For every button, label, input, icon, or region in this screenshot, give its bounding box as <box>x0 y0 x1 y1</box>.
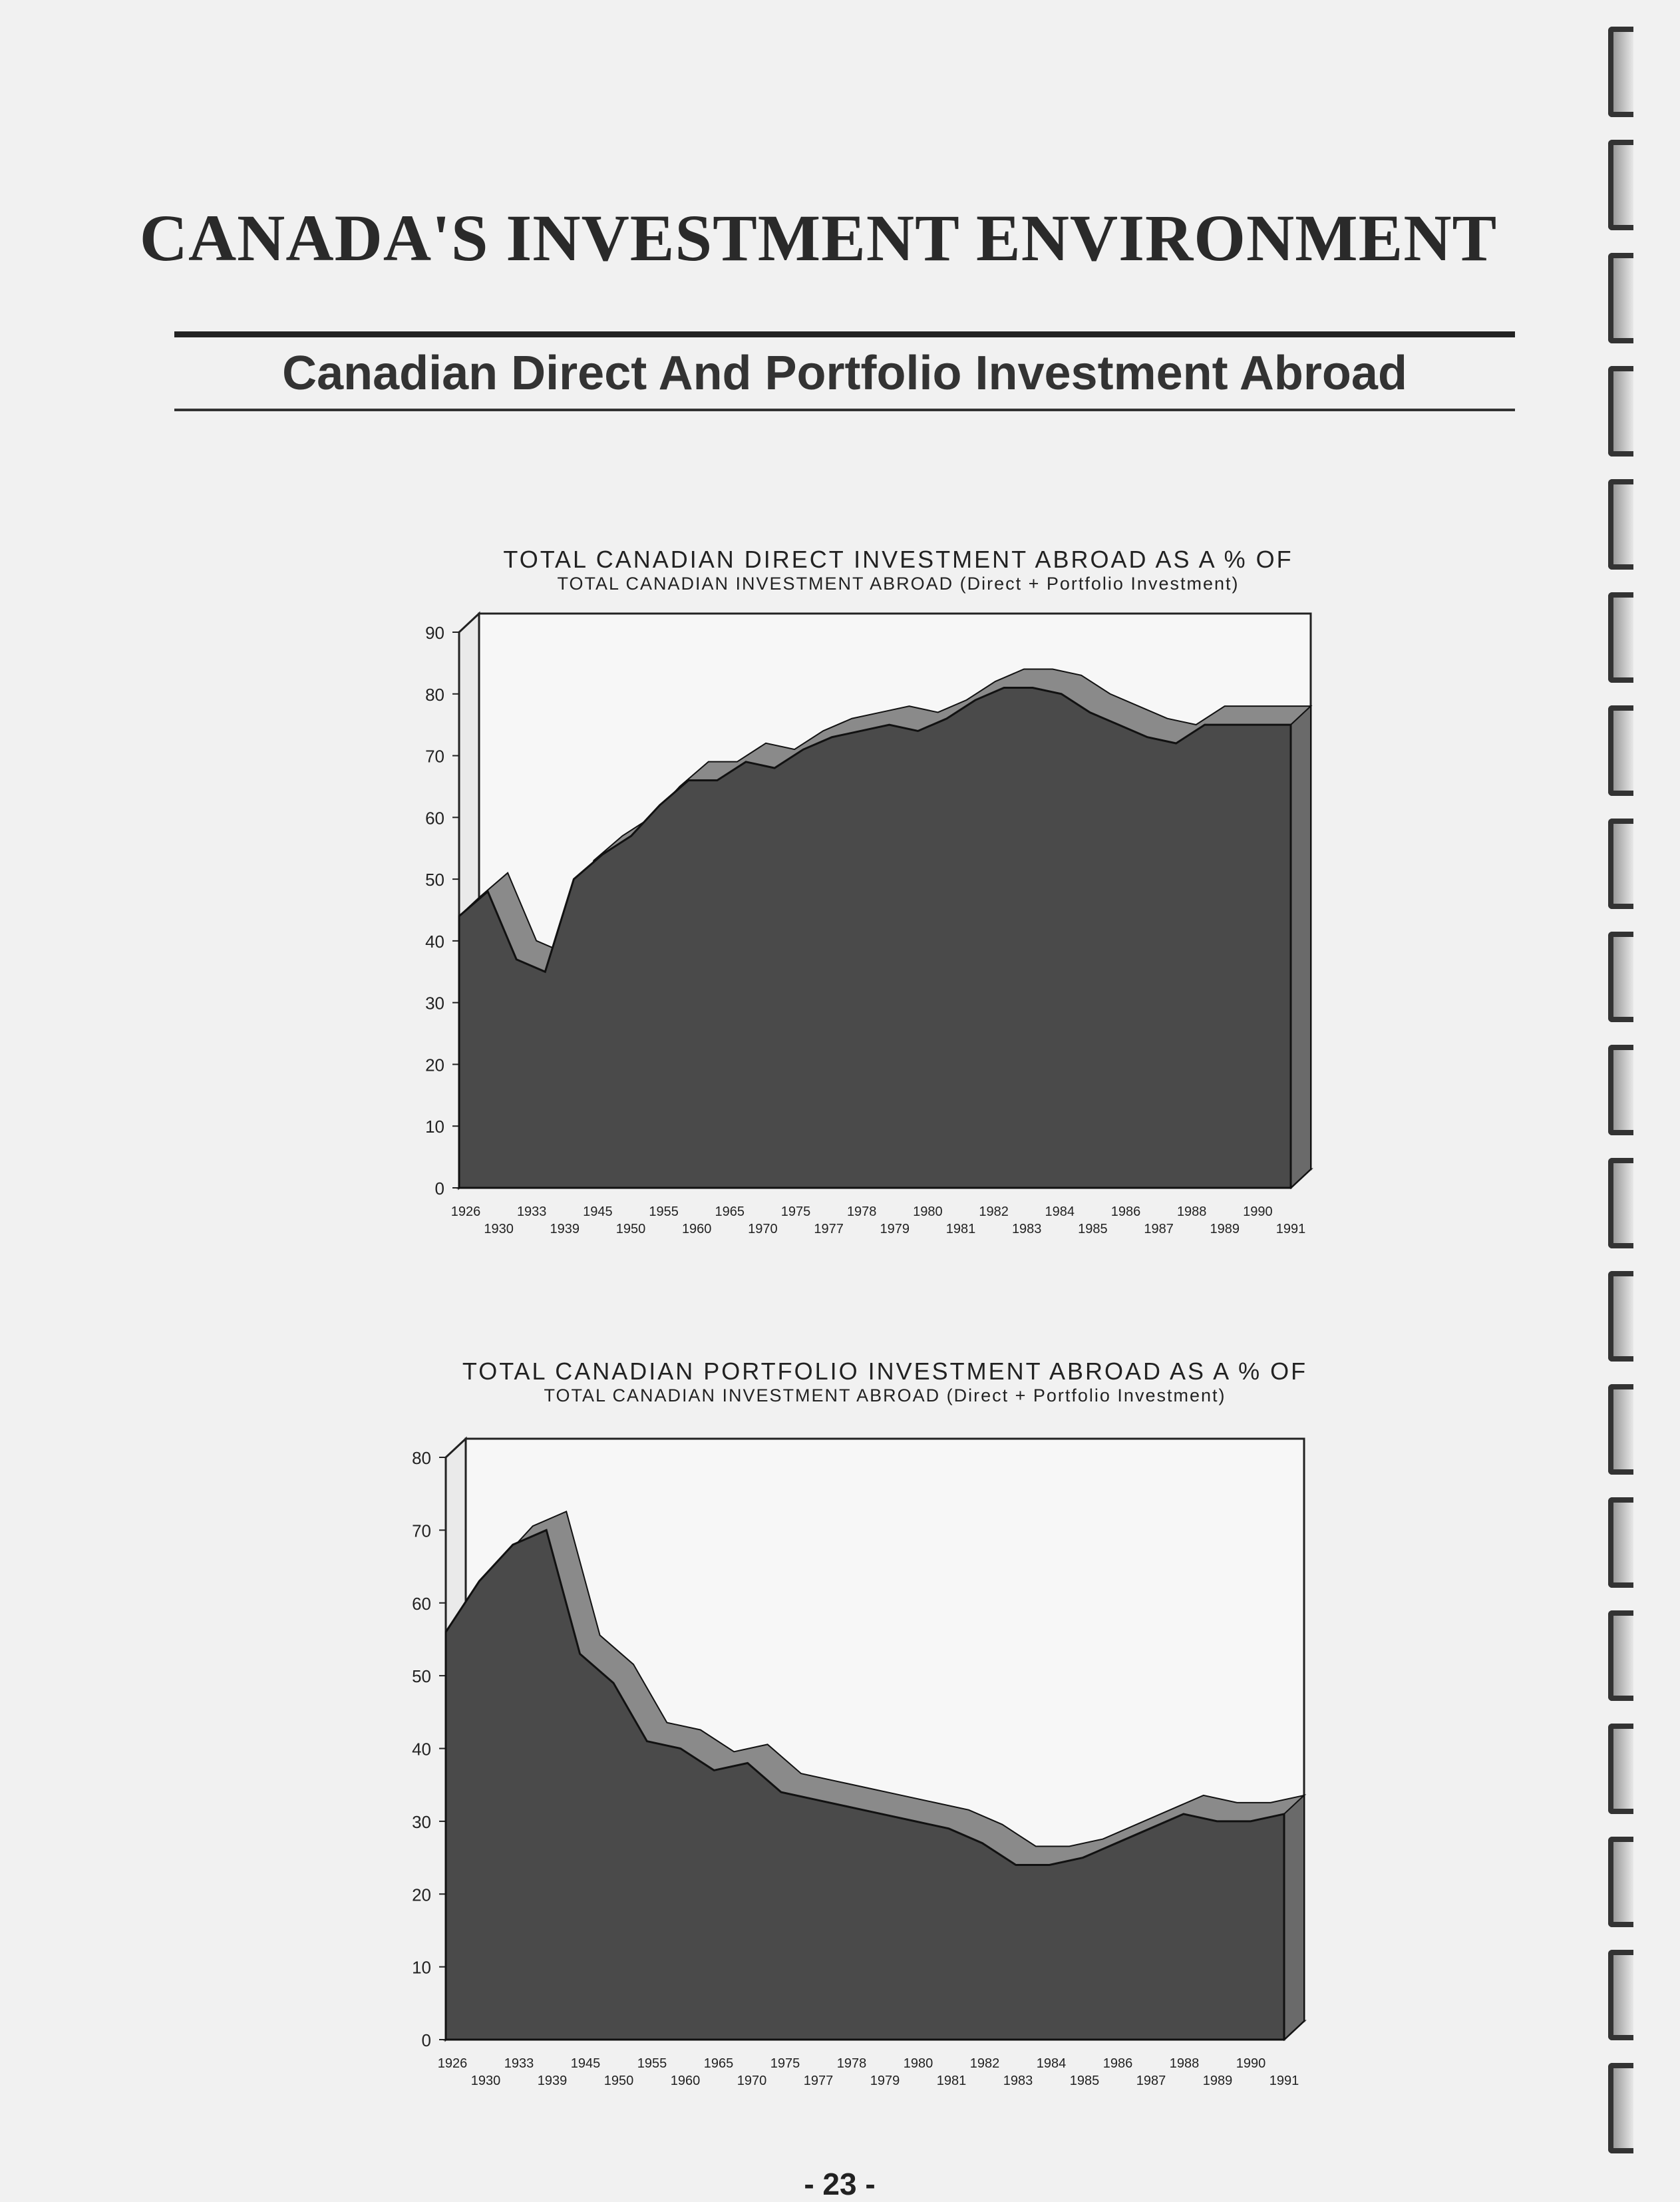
binder-ring <box>1608 1045 1633 1135</box>
chart-1-ytick-label: 80 <box>425 684 444 705</box>
binder-ring <box>1608 366 1633 457</box>
chart-1-xtick-label: 1945 <box>583 1204 613 1219</box>
chart-1-xtick-label: 1965 <box>715 1204 745 1219</box>
chart-1-xtick-label: 1980 <box>913 1204 943 1219</box>
chart-2-xtick-label: 1977 <box>803 2074 834 2088</box>
chart-1-xtick-label: 1987 <box>1144 1222 1174 1236</box>
chart-2-xtick-label: 1955 <box>637 2056 667 2071</box>
section-rule <box>174 409 1515 411</box>
binder-ring <box>1608 253 1633 343</box>
chart-2-xtick-label: 1978 <box>836 2056 867 2071</box>
chart-1-xtick-label: 1990 <box>1243 1204 1273 1219</box>
chart-2-xtick-label: 1950 <box>603 2074 634 2088</box>
chart-1-xtick-label: 1970 <box>748 1222 778 1236</box>
binder-ring <box>1608 1384 1633 1475</box>
chart-2-ytick-label: 30 <box>412 1811 431 1832</box>
chart-1-ytick-label: 40 <box>425 931 444 952</box>
chart-2-xtick-label: 1939 <box>537 2074 568 2088</box>
chart-2-ytick-label: 50 <box>412 1666 431 1687</box>
chart-2-xtick-label: 1980 <box>903 2056 933 2071</box>
chart-1-xtick-label: 1984 <box>1045 1204 1075 1219</box>
chart-2-ytick-label: 20 <box>412 1885 431 1905</box>
chart-1-xtick-label: 1986 <box>1110 1204 1141 1219</box>
chart-1-xtick-label: 1955 <box>649 1204 679 1219</box>
binder-ring <box>1608 1724 1633 1814</box>
title-rule <box>174 331 1515 337</box>
page-title: CANADA'S INVESTMENT ENVIRONMENT <box>139 201 1498 275</box>
chart-2-xtick-label: 1960 <box>670 2074 701 2088</box>
chart-2-xtick-label: 1975 <box>770 2056 800 2071</box>
chart-1-xtick-label: 1926 <box>450 1204 481 1219</box>
chart-2-subtitle: TOTAL CANADIAN INVESTMENT ABROAD (Direct + Portfolio Investment) <box>544 1385 1226 1405</box>
binder-ring <box>1608 1837 1633 1927</box>
chart-2-xtick-label: 1990 <box>1236 2056 1266 2071</box>
chart-1-xtick-label: 1982 <box>979 1204 1009 1219</box>
chart-1-xtick-label: 1983 <box>1011 1222 1042 1236</box>
chart-1-xtick-label: 1933 <box>516 1204 547 1219</box>
chart-1-xtick-label: 1988 <box>1176 1204 1207 1219</box>
binder-ring <box>1608 2063 1633 2153</box>
chart-2-xtick-label: 1982 <box>969 2056 1000 2071</box>
chart-2-xtick-label: 1981 <box>936 2074 967 2088</box>
binder-ring <box>1608 932 1633 1022</box>
binder-rings <box>1600 0 1680 2199</box>
chart-2-xtick-label: 1991 <box>1269 2074 1299 2088</box>
chart-1-xtick-label: 1939 <box>550 1222 580 1236</box>
binder-ring <box>1608 479 1633 570</box>
chart-2-xtick-label: 1987 <box>1136 2074 1166 2088</box>
chart-2-ytick-label: 10 <box>412 1957 431 1978</box>
chart-1-xtick-label: 1985 <box>1078 1222 1108 1236</box>
chart-2-xtick-label: 1983 <box>1003 2074 1033 2088</box>
chart-1-xtick-label: 1981 <box>945 1222 976 1236</box>
chart-1-ytick-label: 20 <box>425 1055 444 1075</box>
section-title: Canadian Direct And Portfolio Investment Abroad <box>282 347 1407 400</box>
chart-2-xtick-label: 1933 <box>504 2056 534 2071</box>
chart-1-ytick-label: 50 <box>425 870 444 890</box>
chart-2-xtick-label: 1984 <box>1036 2056 1067 2071</box>
chart-2-area-side <box>1284 1795 1304 2040</box>
chart-1-ytick-label: 0 <box>434 1179 444 1198</box>
chart-2-ytick-label: 0 <box>421 2030 431 2050</box>
chart-2-xtick-label: 1930 <box>470 2074 501 2088</box>
chart-1-xtick-label: 1950 <box>615 1222 646 1236</box>
binder-ring <box>1608 592 1633 683</box>
chart-1-ytick-label: 90 <box>425 623 444 643</box>
chart-2-xtick-label: 1986 <box>1102 2056 1133 2071</box>
chart-2-xtick-label: 1979 <box>870 2074 900 2088</box>
chart-2-xtick-label: 1989 <box>1202 2074 1233 2088</box>
chart-1-ytick-label: 60 <box>425 808 444 828</box>
chart-1-xtick-label: 1975 <box>780 1204 811 1219</box>
chart-2-xtick-label: 1965 <box>703 2056 734 2071</box>
binder-ring <box>1608 705 1633 796</box>
chart-1-subtitle: TOTAL CANADIAN INVESTMENT ABROAD (Direct + Portfolio Investment) <box>557 574 1240 594</box>
binder-ring <box>1608 1158 1633 1248</box>
chart-2-xtick-label: 1985 <box>1069 2074 1100 2088</box>
binder-ring <box>1608 140 1633 230</box>
chart-direct-investment <box>399 599 1344 1251</box>
chart-1-title: TOTAL CANADIAN DIRECT INVESTMENT ABROAD AS A % OF <box>503 546 1293 573</box>
page-number: - 23 - <box>804 2167 876 2201</box>
binder-ring <box>1608 1271 1633 1362</box>
chart-1-xtick-label: 1960 <box>681 1222 712 1236</box>
chart-1-xtick-label: 1979 <box>880 1222 910 1236</box>
binder-ring <box>1608 1610 1633 1701</box>
chart-2-ytick-label: 40 <box>412 1739 431 1759</box>
chart-1-area-side <box>1291 706 1311 1188</box>
chart-1-xtick-label: 1930 <box>484 1222 514 1236</box>
chart-2-xtick-label: 1945 <box>570 2056 601 2071</box>
chart-2-title: TOTAL CANADIAN PORTFOLIO INVESTMENT ABROAD AS A % OF <box>462 1358 1308 1385</box>
chart-1-xtick-label: 1977 <box>814 1222 844 1236</box>
chart-2-title-block <box>439 1358 1331 1406</box>
chart-1-xtick-label: 1978 <box>846 1204 877 1219</box>
chart-2-xtick-label: 1988 <box>1169 2056 1200 2071</box>
binder-ring <box>1608 27 1633 117</box>
chart-2-xtick-label: 1970 <box>737 2074 767 2088</box>
chart-1-xtick-label: 1989 <box>1210 1222 1240 1236</box>
chart-1-ytick-label: 10 <box>425 1117 444 1137</box>
chart-1-ytick-label: 30 <box>425 993 444 1013</box>
chart-2-xtick-label: 1926 <box>437 2056 468 2071</box>
chart-1-ytick-label: 70 <box>425 746 444 767</box>
binder-ring <box>1608 1497 1633 1588</box>
binder-ring <box>1608 1950 1633 2040</box>
chart-1-xtick-label: 1991 <box>1275 1222 1306 1236</box>
chart-2-ytick-label: 60 <box>412 1593 431 1614</box>
chart-2-ytick-label: 70 <box>412 1521 431 1541</box>
chart-1-title-block <box>479 546 1317 594</box>
chart-portfolio-investment <box>386 1417 1331 2088</box>
chart-2-ytick-label: 80 <box>412 1448 431 1468</box>
binder-ring <box>1608 819 1633 909</box>
